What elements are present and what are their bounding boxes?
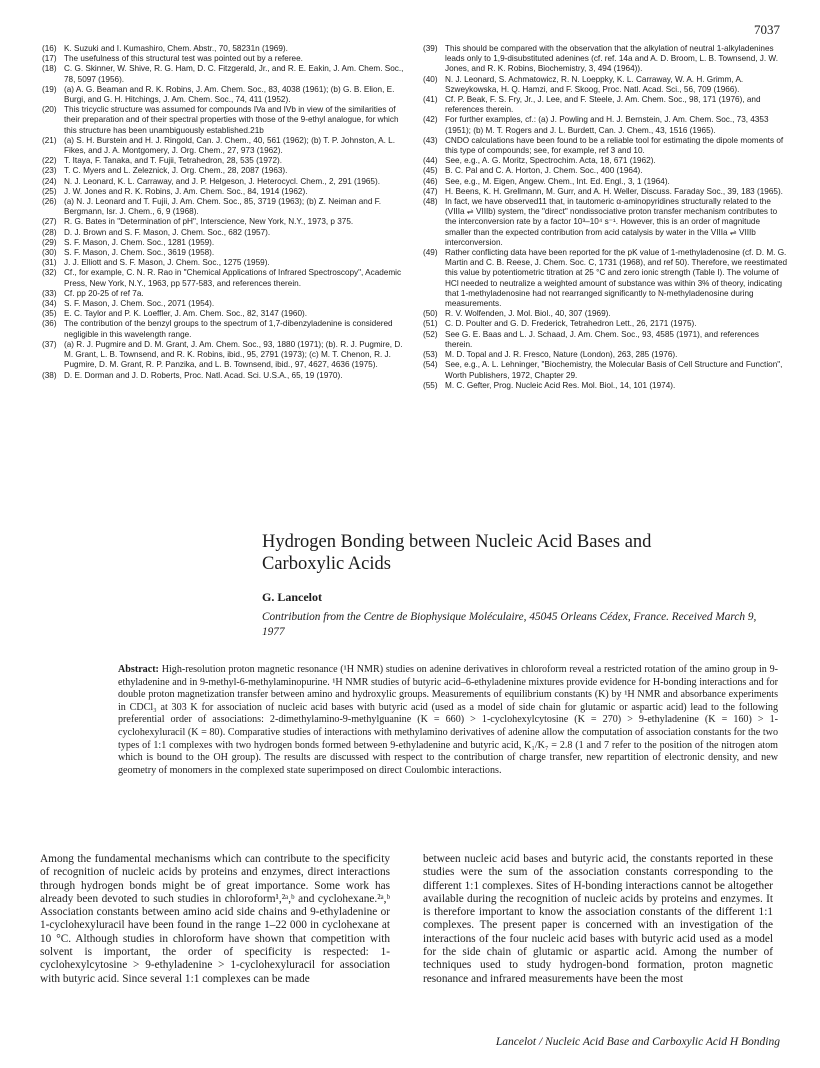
reference-item [42, 228, 407, 238]
reference-number: (17) [42, 54, 57, 64]
reference-number: (29) [42, 237, 57, 247]
reference-item [423, 95, 788, 115]
reference-number: (36) [42, 319, 57, 329]
reference-text: See G. E. Baas and L. J. Schaad, J. Am. Chem. Soc., 93, 4585 (1971), and references therein. [445, 329, 760, 349]
abstract-label: Abstract: [118, 664, 159, 675]
reference-text: Cf. pp 20-25 of ref 7a. [64, 288, 144, 298]
reference-item [42, 54, 407, 64]
references-left-column [42, 44, 407, 381]
reference-number: (40) [423, 74, 438, 84]
reference-item [423, 166, 788, 176]
reference-item [42, 319, 407, 339]
author: G. Lancelot [262, 590, 322, 604]
reference-number: (48) [423, 197, 438, 207]
reference-item [423, 136, 788, 156]
reference-text: CNDO calculations have been found to be a reliable tool for estimating the dipole moments of this type of compounds; see, for example, ref 3 and 10. [445, 135, 784, 156]
reference-item [42, 299, 407, 309]
reference-number: (20) [42, 105, 57, 115]
reference-item [423, 248, 788, 309]
reference-text: R. G. Bates in "Determination of pH", Interscience, New York, N.Y., 1973, p 375. [64, 217, 354, 227]
reference-number: (50) [423, 309, 438, 319]
reference-item [42, 309, 407, 319]
reference-number: (33) [42, 288, 57, 298]
reference-item [42, 166, 407, 176]
reference-number: (21) [42, 135, 57, 145]
reference-text: K. Suzuki and I. Kumashiro, Chem. Abstr., 70, 58231n (1969). [64, 44, 288, 53]
reference-text: Cf. P. Beak, F. S. Fry, Jr., J. Lee, and F. Steele, J. Am. Chem. Soc., 98, 171 (1976), and references therein. [445, 95, 761, 115]
reference-number: (28) [42, 227, 57, 237]
reference-number: (31) [42, 258, 57, 268]
reference-text: (a) R. J. Pugmire and D. M. Grant, J. Am. Chem. Soc., 93, 1880 (1971); (b). R. J. Pugmire, D. M. Grant, L. B. Townsend, and R. K. Robins, ibid., 95, 2791 (1973); (c) M. T. Chenon, R. J. Pugmire, D. M. Grant, R. P. Panzika, and L. B. Townsend, ibid., 97, 4627, 4636 (1975). [64, 339, 403, 370]
article-title: Hydrogen Bonding between Nucleic Acid Bases and Carboxylic Acids [262, 532, 652, 574]
reference-item [42, 238, 407, 248]
reference-number: (45) [423, 166, 438, 176]
reference-item [423, 330, 788, 350]
reference-number: (51) [423, 319, 438, 329]
reference-text: M. C. Gefter, Prog. Nucleic Acid Res. Mol. Biol., 14, 101 (1974). [445, 380, 676, 390]
reference-number: (39) [423, 44, 438, 53]
reference-text: This should be compared with the observation that the alkylation of neutral 1-alkyladenines leads only to 1,9-disubstituted adenines (cf. ref. 14a and A. D. Broom, L. B. Townsend, J. W. Jones, and R. K. Robins, Biochemistry, 3, 494 (1964)). [445, 44, 778, 74]
reference-text: J. W. Jones and R. K. Robins, J. Am. Chem. Soc., 84, 1914 (1962). [64, 186, 308, 196]
reference-text: T. Itaya, F. Tanaka, and T. Fujii, Tetrahedron, 28, 535 (1972). [64, 156, 283, 166]
reference-number: (46) [423, 176, 438, 186]
reference-text: H. Beens, K. H. Grellmann, M. Gurr, and A. H. Weller, Discuss. Faraday Soc., 39, 183 (1965). [445, 186, 783, 196]
reference-number: (37) [42, 339, 57, 349]
reference-text: N. J. Leonard, S. Achmatowicz, R. N. Loeppky, K. L. Carraway, W. A. H. Grimm, A. Szweykowska, H. Q. Hamzi, and F. Skoog, Proc. Natl. Acad. Sci., 56, 709 (1966). [445, 74, 744, 94]
page-number: 7037 [754, 22, 780, 37]
reference-text: C. D. Poulter and G. D. Frederick, Tetrahedron Lett., 26, 2171 (1975). [445, 319, 697, 329]
reference-text: Cf., for example, C. N. R. Rao in "Chemical Applications of Infrared Spectroscopy", Academic Press, New York, N.Y., 1963, pp 577-583, and references therein. [64, 268, 402, 288]
references-right-column [423, 44, 788, 391]
reference-text: See, e.g., A. G. Moritz, Spectrochim. Acta, 18, 671 (1962). [445, 156, 656, 166]
reference-text: D. E. Dorman and J. D. Roberts, Proc. Natl. Acad. Sci. U.S.A., 65, 19 (1970). [64, 370, 343, 380]
reference-number: (18) [42, 64, 57, 74]
reference-number: (42) [423, 115, 438, 125]
reference-item [423, 319, 788, 329]
reference-item [423, 75, 788, 95]
reference-number: (38) [42, 370, 57, 380]
reference-number: (53) [423, 350, 438, 360]
reference-number: (34) [42, 299, 57, 309]
reference-number: (47) [423, 186, 438, 196]
reference-number: (16) [42, 44, 57, 53]
reference-text: The usefulness of this structural test was pointed out by a referee. [64, 54, 303, 64]
reference-number: (30) [42, 248, 57, 258]
reference-item [42, 289, 407, 299]
reference-item [42, 105, 407, 136]
reference-number: (22) [42, 156, 57, 166]
reference-text: See, e.g., M. Eigen, Angew. Chem., Int. Ed. Engl., 3, 1 (1964). [445, 176, 670, 186]
reference-item [42, 64, 407, 84]
reference-number: (41) [423, 95, 438, 105]
reference-item [423, 44, 788, 75]
reference-item [42, 258, 407, 268]
reference-item [42, 136, 407, 156]
reference-text: (a) S. H. Burstein and H. J. Ringold, Can. J. Chem., 40, 561 (1962); (b) T. P. Johnston, A. L. Fikes, and J. A. Montgomery, J. Org. Chem., 27, 973 (1962). [64, 135, 395, 156]
reference-item [423, 156, 788, 166]
reference-number: (35) [42, 309, 57, 319]
abstract [118, 664, 778, 777]
reference-item [42, 268, 407, 288]
reference-item [42, 44, 407, 54]
reference-number: (43) [423, 135, 438, 145]
reference-item [423, 309, 788, 319]
reference-item [42, 371, 407, 381]
reference-number: (55) [423, 380, 438, 390]
reference-number: (49) [423, 248, 438, 258]
reference-text: C. G. Skinner, W. Shive, R. G. Ham, D. C. Fitzgerald, Jr., and R. E. Eakin, J. Am. Chem. Soc., 78, 5097 (1956). [64, 64, 404, 84]
reference-number: (52) [423, 329, 438, 339]
reference-number: (32) [42, 268, 57, 278]
reference-item [423, 197, 788, 248]
reference-text: T. C. Myers and L. Zeleznick, J. Org. Chem., 28, 2087 (1963). [64, 166, 288, 176]
reference-item [42, 156, 407, 166]
reference-number: (26) [42, 197, 57, 207]
reference-text: For further examples, cf.: (a) J. Powling and H. J. Bernstein, J. Am. Chem. Soc., 73, 4353 (1951); (b) M. T. Rogers and J. L. Burdett, Can. J. Chem., 43, 1516 (1965). [445, 115, 769, 135]
reference-item [42, 187, 407, 197]
reference-number: (27) [42, 217, 57, 227]
reference-item [42, 85, 407, 105]
reference-text: S. F. Mason, J. Chem. Soc., 3619 (1958). [64, 248, 215, 258]
reference-text: M. D. Topal and J. R. Fresco, Nature (London), 263, 285 (1976). [445, 350, 678, 360]
reference-text: Rather conflicting data have been reported for the pK value of 1-methyladenosine (cf. D. M. G. Martin and C. B. Reese, J. Chem. Soc. C, 1731 (1968), and ref 50). Therefore, we reestimated this value by potentiometric titration at 25 °C and zero ionic strength (Table I). The volume of HCl needed to neutralize a weighted amount of substance was within 3% of theory, indicating that 1-methyladenosine had not rearranged significantly to N-methyladenosine during measurements. [445, 248, 788, 309]
reference-item [42, 177, 407, 187]
reference-number: (54) [423, 360, 438, 370]
reference-number: (24) [42, 176, 57, 186]
reference-item [423, 360, 788, 380]
reference-item [42, 197, 407, 217]
running-footer: Lancelot / Nucleic Acid Base and Carboxylic Acid H Bonding [495, 1036, 780, 1048]
reference-item [423, 115, 788, 135]
body-text-right: between nucleic acid bases and butyric acid, the constants reported in these studies were the sum of the association constants corresponding to the different 1:1 complexes. Sites of H-bonding interactions cannot be altogether available during the recognition of nucleic acids by proteins and enzymes. It is therefore important to know the association constants of the different 1:1 complexes. The present paper is concerned with an investigation of the interactions of the four nucleic acid bases with butyric acid used as a model for the side chain of glutamic or aspartic acid. Among the number of techniques used to study hydrogen-bond formation, proton magnetic resonance and infrared measurements have been the most [423, 853, 773, 985]
reference-item [423, 177, 788, 187]
reference-text: S. F. Mason, J. Chem. Soc., 1281 (1959). [64, 237, 215, 247]
affiliation: Contribution from the Centre de Biophysique Moléculaire, 45045 Orleans Cédex, France. Received March 9, 1977 [262, 611, 757, 638]
reference-item [42, 340, 407, 371]
reference-text: In fact, we have observed11 that, in tautomeric α-aminopyridines structurally related to the (VIIIa ⇌ VIIIb) system, the "direct" nondissociative proton transfer mechanism contributes to the interconversion rate by a factor 10³–10⁴ s⁻¹. However, this is an order of magnitude smaller than the expected contribution from acid catalysis by water in the VIIIa ⇌ VIIIb interconversion. [445, 197, 778, 247]
reference-item [42, 248, 407, 258]
reference-text: (a) A. G. Beaman and R. K. Robins, J. Am. Chem. Soc., 83, 4038 (1961); (b) G. B. Elion, E. Burgi, and G. H. Hitchings, J. Am. Chem. Soc., 74, 411 (1952). [64, 84, 395, 105]
reference-text: S. F. Mason, J. Chem. Soc., 2071 (1954). [64, 299, 215, 309]
body-text-left: Among the fundamental mechanisms which can contribute to the specificity of recognition of nucleic acids by proteins and enzymes, direct interactions through hydrogen bonds might be of great importance. Some work has already been devoted to such studies in chloroform¹,²ᵃ,ᵇ and cyclohexane.²ᵃ,ᵇ Association constants between amino acid side chains and 9-ethyladenine or 1-cyclohexyluracil have been found in the range 1–22 000 in cyclohexane at 10 °C. Although studies in chloroform have shown that competition with solvent is important, the order of specificity is respected: 1-cyclohexylcytosine > 9-ethyladenine > 1-cyclohexyluracil for association with butyric acid. Since several 1:1 complexes can be made [40, 853, 390, 985]
reference-number: (23) [42, 166, 57, 176]
reference-item [423, 187, 788, 197]
reference-text: E. C. Taylor and P. K. Loeffler, J. Am. Chem. Soc., 82, 3147 (1960). [64, 309, 308, 319]
reference-text: D. J. Brown and S. F. Mason, J. Chem. Soc., 682 (1957). [64, 227, 271, 237]
reference-item [423, 381, 788, 391]
reference-text: N. J. Leonard, K. L. Carraway, and J. P. Helgeson, J. Heterocycl. Chem., 2, 291 (1965). [64, 176, 380, 186]
reference-text: This tricyclic structure was assumed for compounds IVa and IVb in view of the similarities of their preparation and of their spectral properties with those of the 9-ethyl analogue, for which this structure has been unambiguously established.21b [64, 105, 399, 135]
reference-item [42, 217, 407, 227]
reference-number: (25) [42, 186, 57, 196]
reference-text: J. J. Elliott and S. F. Mason, J. Chem. Soc., 1275 (1959). [64, 258, 270, 268]
reference-text: B. C. Pal and C. A. Horton, J. Chem. Soc., 400 (1964). [445, 166, 643, 176]
reference-number: (44) [423, 156, 438, 166]
reference-text: (a) N. J. Leonard and T. Fujii, J. Am. Chem. Soc., 85, 3719 (1963); (b) Z. Neiman and F. Bergmann, Isr. J. Chem., 6, 9 (1968). [64, 197, 382, 217]
reference-text: The contribution of the benzyl groups to the spectrum of 1,7-dibenzyladenine is considered negligible in this wavelength range. [64, 319, 393, 339]
reference-number: (19) [42, 84, 57, 94]
reference-text: See, e.g., A. L. Lehninger, "Biochemistry, the Molecular Basis of Cell Structure and Function", Worth Publishers, 1972, Chapter 29. [445, 360, 783, 380]
reference-text: R. V. Wolfenden, J. Mol. Biol., 40, 307 (1969). [445, 309, 611, 319]
abstract-text: High-resolution proton magnetic resonance (¹H NMR) studies on adenine derivatives in chloroform reveal a restricted rotation of the amino group in 9-ethyladenine and in 9-methyl-6-methylaminopurine. ¹H NMR studies of butyric acid–6-ethyladenine mixtures provide evidence for H-bonding interactions and for double proton magnetization transfer between amino and hydroxylic groups. Measurements of equilibrium constants (K) by ¹H NMR and absorbance experiments in CDCl₃ at 303 K for association of nucleic acid bases with butyric acid (used as a model of side chain for glutamic or aspartic acid) lead to the following preferential order of associations: 2-dimethylamino-9-methylguanine (K = 660) > 1-cyclohexylcytosine (K = 270) > 9-ethyladenine (K = 160) > 1-cyclohexyluracil (K = 80). Comparative studies of interactions with methylamino derivatives of adenine allow the computation of association constants for the two types of 1:1 complexes with two hydrogen bonds formed between 9-ethyladenine and butyric acid, K₁/K₇ = 2.8 (1 and 7 refer to the position of the nitrogen atom which is bound to the OH group). The results are discussed with respect to the contribution of charge transfer, new repartition of electronic density, and new geometry of monomers in the complexed state superimposed on direct Coulombic interactions. [118, 664, 778, 776]
reference-item [423, 350, 788, 360]
